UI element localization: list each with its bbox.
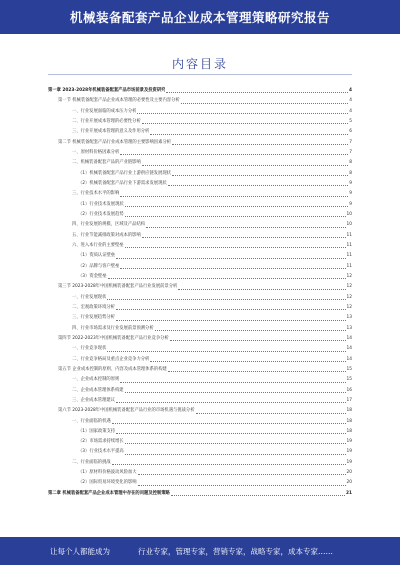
toc-entry-label: （2）品牌与客户壁垒 — [78, 263, 120, 269]
toc-entry-label: 第六节 2023-2028年中国机械装备配套产品行业的市场机遇与挑战分析 — [58, 408, 195, 414]
toc-entry[interactable] — [48, 427, 352, 437]
toc-entry-page-number: 12 — [346, 304, 352, 310]
toc-entry-page-number: 7 — [349, 149, 352, 155]
toc-entry-label: （1）行业技术发展现状 — [78, 201, 124, 207]
toc-entry-label: 二、行业竞争格局及重点企业竞争力分析 — [72, 356, 150, 362]
toc-entry-label: 第五节 企业成本控制的原则、内容及成本管理体系的构建 — [58, 366, 167, 372]
toc-entry-label: 一、原材料价格因素分析 — [72, 149, 120, 155]
toc-entry-label: 三、行业发展趋势分析 — [72, 315, 115, 321]
toc-entry[interactable] — [48, 458, 352, 468]
toc-entry-page-number: 9 — [349, 201, 352, 207]
toc-entry-label: 第三节 2023-2028年中国机械装备配套产品行业发展前景分析 — [58, 284, 178, 290]
toc-dot-leader — [112, 464, 346, 465]
report-title: 机械装备配套产品企业成本管理策略研究报告 — [69, 10, 330, 25]
toc-entry-page-number: 4 — [349, 108, 352, 114]
toc-entry-label: 二、宏观政策环境分析 — [72, 304, 115, 310]
toc-entry-label: （3）资金壁垒 — [78, 273, 107, 279]
toc-entry[interactable] — [48, 179, 352, 189]
toc-dot-leader — [116, 433, 345, 434]
toc-entry-label: （2）机械装备配套产品行业下游需求发展现状 — [78, 180, 167, 186]
toc-entry[interactable] — [48, 158, 352, 168]
toc-entry[interactable] — [48, 437, 352, 447]
toc-dot-leader — [172, 175, 348, 176]
toc-entry[interactable] — [48, 344, 352, 354]
toc-entry[interactable] — [48, 107, 352, 117]
toc-entry-label: （1）资质认证壁垒 — [78, 253, 116, 259]
toc-entry-label: 二、行业开展成本管理的必要性分析 — [72, 118, 141, 124]
toc-entry[interactable] — [48, 375, 352, 385]
toc-entry-page-number: 20 — [346, 480, 352, 486]
toc-entry[interactable] — [48, 386, 352, 396]
toc-entry-page-number: 15 — [346, 377, 352, 383]
toc-entry-page-number: 4 — [349, 98, 352, 104]
toc-dot-leader — [172, 144, 348, 145]
toc-dot-leader — [171, 495, 345, 496]
toc-divider — [48, 74, 352, 75]
toc-entry-label: 六、进入本行业的主要壁垒 — [72, 242, 124, 248]
toc-entry-page-number: 10 — [346, 211, 352, 217]
toc-entry-page-number: 19 — [346, 459, 352, 465]
toc-entry[interactable] — [48, 406, 352, 416]
toc-entry[interactable] — [48, 293, 352, 303]
toc-dot-leader — [150, 134, 348, 135]
toc-entry-label: 四、行业市场需求及行业发展前景预测分析 — [72, 325, 154, 331]
toc-entry-label: 三、企业成本管理建议 — [72, 397, 115, 403]
toc-dot-leader — [116, 258, 345, 259]
toc-entry[interactable] — [48, 324, 352, 334]
toc-entry[interactable] — [48, 417, 352, 427]
toc-entry-label: 第一节 机械装备配套产品企业成本管理的必要性及主要内容分析 — [58, 98, 180, 104]
toc-entry-page-number: 13 — [346, 325, 352, 331]
toc-dot-leader — [166, 92, 348, 93]
toc-entry[interactable] — [48, 272, 352, 282]
toc-entry-page-number: 7 — [349, 139, 352, 145]
toc-entry[interactable] — [48, 96, 352, 106]
toc-dot-leader — [150, 361, 345, 362]
toc-entry-page-number: 21 — [346, 490, 352, 496]
toc-entry-label: 一、行业发展现状 — [72, 294, 107, 300]
toc-entry[interactable] — [48, 334, 352, 344]
toc-entry[interactable] — [48, 478, 352, 488]
toc-entry-label: 二、行业面临的挑战 — [72, 459, 111, 465]
toc-entry-label: 一、企业成本控制的原则 — [72, 377, 120, 383]
toc-dot-leader — [107, 299, 345, 300]
toc-dot-leader — [142, 237, 346, 238]
toc-entry-label: 第四节 2022-2023年中国机械装备配套产品行业竞争分析 — [58, 335, 169, 341]
toc-dot-leader — [168, 185, 349, 186]
toc-entry-page-number: 17 — [346, 397, 352, 403]
toc-entry-label: （1）国家政策支持 — [78, 428, 116, 434]
toc-entry-page-number: 10 — [346, 222, 352, 228]
toc-entry-label: 一、行业面临的机遇 — [72, 418, 111, 424]
toc-entry-page-number: 11 — [346, 242, 352, 248]
toc-entry[interactable] — [48, 251, 352, 261]
toc-dot-leader — [142, 123, 349, 124]
toc-entry-label: （1）原材料价格波动风险加大 — [78, 470, 137, 476]
toc-entry-label: （3）行业技术水平提高 — [78, 449, 124, 455]
toc-entry-page-number: 11 — [346, 232, 352, 238]
toc-entry-label: 第一章 2023-2028年机械装备配套产品市场前景及投资研究 — [48, 88, 166, 93]
toc-entry-label: 第二节 机械装备配套产品行业成本管理的主要影响因素分析 — [58, 139, 172, 145]
toc-entry[interactable] — [48, 447, 352, 457]
toc-entry-page-number: 19 — [346, 439, 352, 445]
toc-entry[interactable] — [48, 262, 352, 272]
toc-entry-page-number: 14 — [346, 346, 352, 352]
toc-entry[interactable] — [48, 148, 352, 158]
toc-entry-label: 二、企业成本管理体系构建 — [72, 387, 124, 393]
toc-entry[interactable] — [48, 127, 352, 137]
toc-entry-page-number: 11 — [346, 263, 352, 269]
toc-entry[interactable] — [48, 231, 352, 241]
toc-entry[interactable] — [48, 303, 352, 313]
toc-entry-page-number: 12 — [346, 273, 352, 279]
toc-dot-leader — [120, 154, 348, 155]
toc-dot-leader — [137, 113, 348, 114]
toc-entry-page-number: 6 — [349, 129, 352, 135]
toc-dot-leader — [170, 340, 346, 341]
toc-entry[interactable] — [48, 365, 352, 375]
toc-dot-leader — [146, 227, 345, 228]
table-of-contents — [48, 86, 352, 499]
toc-entry-label: 三、行业开展成本管理的意义及作用分析 — [72, 129, 150, 135]
toc-entry-label: （2）国际贸易环境变化的影响 — [78, 480, 137, 486]
toc-dot-leader — [125, 206, 349, 207]
toc-entry[interactable] — [48, 241, 352, 251]
toc-dot-leader — [168, 371, 346, 372]
toc-entry-label: 第二章 机械装备配套产品企业成本管理中存在的问题及控制策略 — [48, 490, 170, 496]
toc-dot-leader — [125, 247, 346, 248]
toc-dot-leader — [138, 485, 346, 486]
toc-entry-page-number: 18 — [346, 428, 352, 434]
toc-entry-label: （2）行业技术发展趋势 — [78, 211, 124, 217]
toc-entry-page-number: 14 — [346, 356, 352, 362]
toc-entry[interactable] — [48, 169, 352, 179]
toc-entry-page-number: 13 — [346, 315, 352, 321]
toc-entry[interactable] — [48, 220, 352, 230]
toc-entry[interactable] — [48, 489, 352, 499]
toc-dot-leader — [120, 382, 345, 383]
toc-entry-page-number: 18 — [346, 418, 352, 424]
footer-banner — [0, 537, 400, 565]
toc-entry[interactable] — [48, 468, 352, 478]
toc-dot-leader — [178, 289, 345, 290]
toc-dot-leader — [116, 320, 346, 321]
toc-dot-leader — [155, 330, 346, 331]
report-header-banner — [0, 0, 400, 34]
toc-dot-leader — [125, 454, 346, 455]
toc-entry[interactable] — [48, 210, 352, 220]
toc-entry-page-number: 5 — [349, 118, 352, 124]
toc-dot-leader — [120, 268, 345, 269]
toc-entry-label: （2）市场需求持续增长 — [78, 439, 124, 445]
toc-dot-leader — [142, 165, 349, 166]
toc-entry-page-number: 9 — [349, 191, 352, 197]
toc-entry-page-number: 8 — [349, 170, 352, 176]
toc-entry[interactable] — [48, 86, 352, 96]
toc-entry-page-number: 15 — [346, 366, 352, 372]
toc-dot-leader — [116, 402, 346, 403]
toc-entry-label: 二、机械装备配套产品的产业链影响 — [72, 160, 141, 166]
toc-dot-leader — [116, 309, 346, 310]
toc-entry-label: 三、行业技术水平的影响 — [72, 191, 120, 197]
toc-dot-leader — [138, 474, 346, 475]
toc-entry-page-number: 4 — [349, 88, 352, 93]
toc-entry-page-number: 8 — [349, 160, 352, 166]
toc-entry[interactable] — [48, 189, 352, 199]
toc-dot-leader — [181, 103, 349, 104]
toc-entry-page-number: 11 — [346, 253, 352, 259]
footer-slogan: 让每个人都能成为 — [50, 546, 110, 556]
toc-entry-label: 一、行业发展面临的成本压力分析 — [72, 108, 137, 114]
toc-entry-page-number: 12 — [346, 284, 352, 290]
toc-dot-leader — [120, 196, 348, 197]
toc-entry-page-number: 19 — [346, 449, 352, 455]
toc-dot-leader — [125, 443, 346, 444]
toc-entry-page-number: 9 — [349, 180, 352, 186]
toc-entry-page-number: 14 — [346, 335, 352, 341]
toc-entry[interactable] — [48, 200, 352, 210]
footer-tagline: 行业专家，管理专家，营销专家，战略专家，成本专家…… — [138, 546, 333, 556]
toc-dot-leader — [112, 423, 346, 424]
toc-dot-leader — [125, 216, 346, 217]
toc-entry-page-number: 16 — [346, 387, 352, 393]
toc-entry[interactable] — [48, 282, 352, 292]
toc-entry-page-number: 20 — [346, 470, 352, 476]
toc-entry[interactable] — [48, 396, 352, 406]
toc-heading: 内容目录 — [171, 57, 228, 71]
toc-entry-label: 一、行业竞争现状 — [72, 346, 107, 352]
toc-dot-leader — [125, 392, 346, 393]
toc-entry-label: 五、行业节能减排政策对成本的影响 — [72, 232, 141, 238]
toc-entry-label: （1）机械装备配套产品行业上游供应链发展现状 — [78, 170, 171, 176]
toc-dot-leader — [108, 278, 346, 279]
toc-entry[interactable] — [48, 313, 352, 323]
toc-entry-page-number: 12 — [346, 294, 352, 300]
toc-entry-page-number: 18 — [346, 408, 352, 414]
toc-entry-label: 四、行业发展的规模、区域及产品结构 — [72, 222, 146, 228]
toc-dot-leader — [196, 413, 346, 414]
toc-dot-leader — [107, 351, 345, 352]
toc-entry[interactable] — [48, 355, 352, 365]
toc-entry[interactable] — [48, 117, 352, 127]
toc-entry[interactable] — [48, 138, 352, 148]
